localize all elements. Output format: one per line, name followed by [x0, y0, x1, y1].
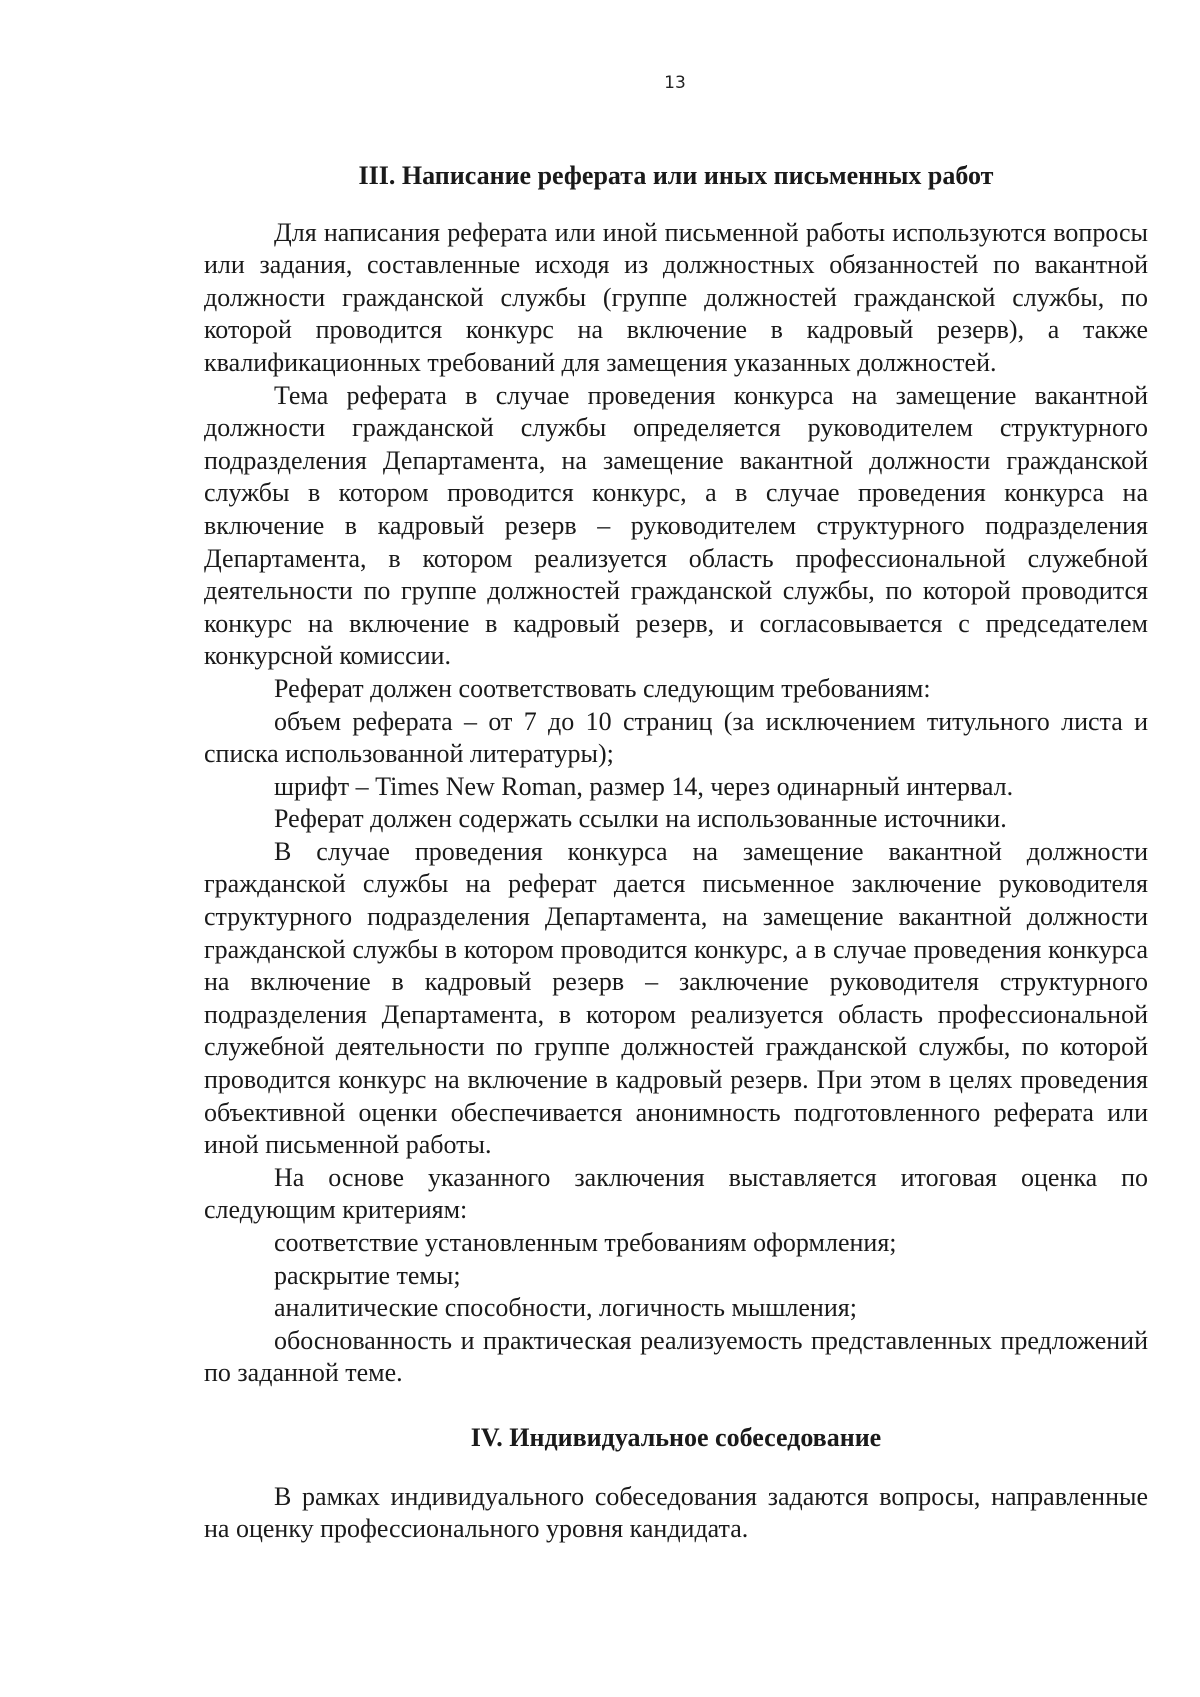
paragraph: Реферат должен содержать ссылки на использованные источники.: [274, 804, 1007, 834]
paragraph: Для написания реферата или иной письменной работы используются вопросы или задания, составленные исходя из должностных обязанностей по вакантной должности гражданской службы (группе должностей гражданской службы, по которой проводится конкурс на включение в кадровый резерв), а также квалификационных требований для замещения указанных должностей.: [204, 217, 1148, 377]
list-item: обоснованность и практическая реализуемость представленных предложений по заданной теме.: [204, 1325, 1148, 1388]
paragraph: шрифт – Times New Roman, размер 14, через одинарный интервал.: [274, 771, 1014, 801]
paragraph: В рамках индивидуального собеседования задаются вопросы, направленные на оценку профессионального уровня кандидата.: [204, 1481, 1148, 1544]
section-3-heading: III. Написание реферата или иных письменных работ: [358, 161, 994, 190]
paragraph: В случае проведения конкурса на замещение вакантной должности гражданской службы на реферат дается письменное заключение руководителя структурного подразделения Департамента, на замещение вакантной должности гражданской службы в котором проводится конкурс, а в случае проведения конкурса на включение в кадровый резерв – заключение руководителя структурного подразделения Департамента, в котором реализуется область профессиональной служебной деятельности по группе должностей гражданской службы, по которой проводится конкурс на включение в кадровый резерв. При этом в целях проведения объективной оценки обеспечивается анонимность подготовленного реферата или иной письменной работы.: [204, 836, 1148, 1160]
paragraph: Реферат должен соответствовать следующим требованиям:: [274, 673, 931, 703]
page-number: 13: [664, 73, 686, 93]
list-item: раскрытие темы;: [274, 1260, 461, 1290]
paragraph: Тема реферата в случае проведения конкурса на замещение вакантной должности гражданской службы определяется руководителем структурного подразделения Департамента, на замещение вакантной должности гражданской службы в котором проводится конкурс, а в случае проведения конкурса на включение в кадровый резерв – руководителем структурного подразделения Департамента, в котором реализуется область профессиональной служебной деятельности по группе должностей гражданской службы, по которой проводится конкурс на включение в кадровый резерв, и согласовывается с председателем конкурсной комиссии.: [204, 380, 1148, 671]
list-item: аналитические способности, логичность мышления;: [274, 1293, 857, 1323]
paragraph: объем реферата – от 7 до 10 страниц (за исключением титульного листа и списка использованной литературы);: [204, 706, 1148, 769]
document-body: [204, 160, 1148, 1546]
section-4-heading: IV. Индивидуальное собеседование: [470, 1422, 882, 1452]
paragraph: На основе указанного заключения выставляется итоговая оценка по следующим критериям:: [204, 1162, 1148, 1225]
list-item: соответствие установленным требованиям оформления;: [274, 1228, 897, 1257]
